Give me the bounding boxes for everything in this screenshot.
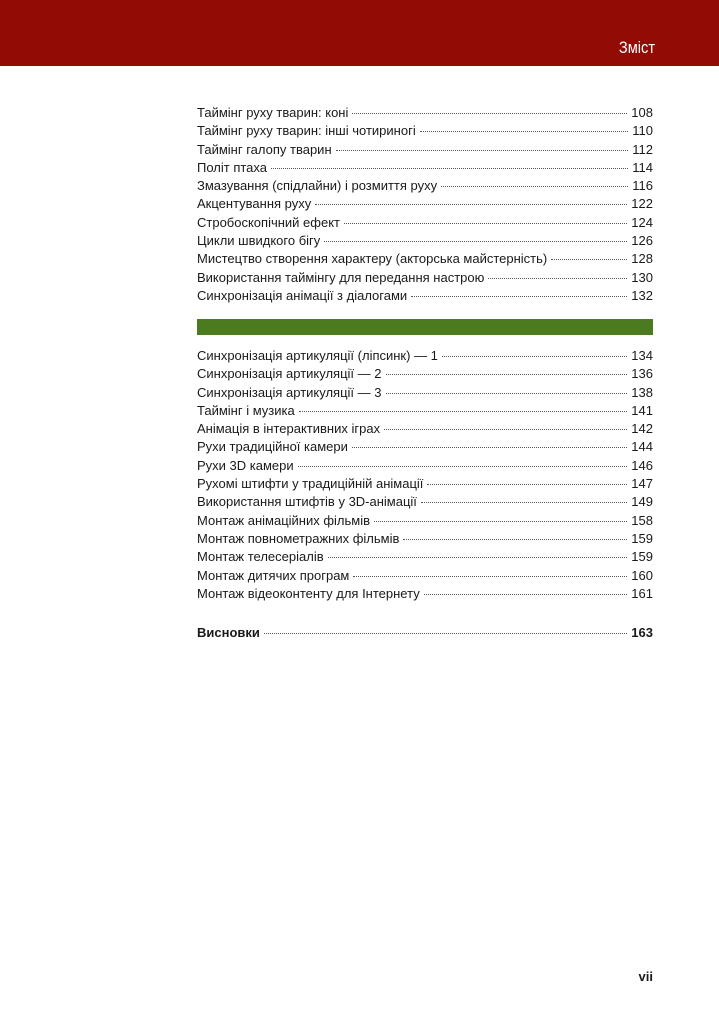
toc-entry[interactable] bbox=[197, 250, 653, 268]
toc-entry-title: Синхронізація артикуляції (ліпсинк) — 1 bbox=[197, 348, 438, 363]
toc-entry[interactable] bbox=[197, 475, 653, 493]
dot-leader bbox=[299, 411, 628, 412]
toc-entry-page: 130 bbox=[631, 269, 653, 285]
dot-leader bbox=[384, 429, 627, 430]
toc-entry-title: Висновки bbox=[197, 625, 260, 640]
toc-entry[interactable] bbox=[197, 402, 653, 420]
section-divider-bar bbox=[197, 319, 653, 335]
toc-entry-title: Синхронізація артикуляції — 2 bbox=[197, 366, 382, 382]
toc-entry-title: Таймінг галопу тварин bbox=[197, 141, 332, 157]
toc-section-a bbox=[197, 104, 653, 305]
dot-leader bbox=[353, 576, 627, 577]
toc-entry-page: 116 bbox=[632, 178, 653, 194]
toc-entry-page: 126 bbox=[631, 233, 653, 249]
toc-entry-page: 147 bbox=[631, 476, 653, 492]
toc-entry-title: Політ птаха bbox=[197, 159, 267, 175]
toc-entry-title: Використання штифтів у 3D-анімації bbox=[197, 494, 417, 510]
toc-entry-page: 112 bbox=[632, 141, 653, 157]
toc-entry-title: Таймінг і музика bbox=[197, 402, 295, 418]
toc-entry[interactable] bbox=[197, 159, 653, 177]
toc-entry-page: 134 bbox=[631, 348, 653, 363]
dot-leader bbox=[374, 521, 627, 522]
toc-entry-page: 141 bbox=[631, 402, 653, 418]
toc-entry-title: Акцентування руху bbox=[197, 196, 312, 212]
toc-section-b bbox=[197, 347, 653, 603]
header-band bbox=[0, 0, 719, 66]
toc-entry-page: 163 bbox=[631, 625, 653, 640]
toc-entry-title: Монтаж анімаційних фільмів bbox=[197, 512, 371, 528]
toc-entry-title: Монтаж телесеріалів bbox=[197, 549, 324, 565]
dot-leader bbox=[488, 278, 627, 279]
toc-entry-page: 108 bbox=[631, 105, 653, 120]
toc-entry-page: 110 bbox=[632, 123, 653, 139]
toc-entry-title: Рухи 3D камери bbox=[197, 457, 294, 473]
toc-entry-page: 160 bbox=[631, 567, 653, 583]
toc-entry-title: Синхронізація анімації з діалогами bbox=[197, 287, 408, 303]
toc-entry[interactable] bbox=[197, 347, 653, 365]
toc-entry-page: 132 bbox=[631, 287, 653, 303]
toc-entry-page: 144 bbox=[631, 439, 653, 455]
toc-entry[interactable] bbox=[197, 493, 653, 511]
dot-leader bbox=[441, 186, 628, 187]
toc-entry-title: Монтаж дитячих програм bbox=[197, 567, 350, 583]
dot-leader bbox=[411, 296, 627, 297]
toc-entry-page: 114 bbox=[632, 159, 653, 175]
toc-entry[interactable] bbox=[197, 195, 653, 213]
toc-entry-page: 136 bbox=[631, 366, 653, 382]
toc-entry-title: Анімація в інтерактивних іграх bbox=[197, 421, 381, 437]
toc-section-c bbox=[197, 624, 653, 642]
dot-leader bbox=[403, 539, 627, 540]
dot-leader bbox=[298, 466, 628, 467]
toc-entry[interactable] bbox=[197, 365, 653, 383]
dot-leader bbox=[551, 259, 627, 260]
toc-entry[interactable] bbox=[197, 141, 653, 159]
toc-entry[interactable] bbox=[197, 104, 653, 122]
dot-leader bbox=[386, 374, 628, 375]
dot-leader bbox=[324, 241, 627, 242]
toc-entry-title: Цикли швидкого бігу bbox=[197, 233, 321, 249]
toc-entry[interactable] bbox=[197, 457, 653, 475]
toc-entry-page: 159 bbox=[631, 530, 653, 546]
toc-entry[interactable] bbox=[197, 177, 653, 195]
dot-leader bbox=[386, 393, 628, 394]
toc-entry[interactable] bbox=[197, 624, 653, 642]
dot-leader bbox=[442, 356, 627, 357]
dot-leader bbox=[420, 131, 629, 132]
toc-entry-title: Монтаж повнометражних фільмів bbox=[197, 530, 400, 546]
dot-leader bbox=[352, 113, 627, 114]
toc-entry[interactable] bbox=[197, 214, 653, 232]
toc-entry[interactable] bbox=[197, 438, 653, 456]
dot-leader bbox=[427, 484, 627, 485]
dot-leader bbox=[328, 557, 628, 558]
toc-entry-page: 122 bbox=[631, 196, 653, 212]
toc-entry-title: Монтаж відеоконтенту для Інтернету bbox=[197, 585, 420, 601]
toc-entry-title: Таймінг руху тварин: інші чотириногі bbox=[197, 123, 416, 139]
toc-entry[interactable] bbox=[197, 232, 653, 250]
toc-entry-title: Стробоскопічний ефект bbox=[197, 214, 340, 230]
dot-leader bbox=[315, 204, 627, 205]
dot-leader bbox=[336, 150, 629, 151]
toc-entry[interactable] bbox=[197, 384, 653, 402]
dot-leader bbox=[271, 168, 628, 169]
toc-entry-page: 149 bbox=[631, 494, 653, 510]
toc-entry[interactable] bbox=[197, 269, 653, 287]
dot-leader bbox=[264, 633, 627, 634]
toc-entry[interactable] bbox=[197, 122, 653, 140]
toc-entry-title: Мистецтво створення характеру (акторська майстерність) bbox=[197, 251, 548, 267]
toc-entry[interactable] bbox=[197, 512, 653, 530]
toc-entry[interactable] bbox=[197, 530, 653, 548]
toc-entry-page: 142 bbox=[631, 421, 653, 437]
toc-entry-title: Використання таймінгу для передання настрою bbox=[197, 269, 485, 285]
dot-leader bbox=[352, 447, 627, 448]
toc-entry[interactable] bbox=[197, 420, 653, 438]
toc-entry-page: 146 bbox=[631, 457, 653, 473]
toc-entry-page: 138 bbox=[631, 384, 653, 400]
toc-entry-page: 158 bbox=[631, 512, 653, 528]
toc-entry[interactable] bbox=[197, 548, 653, 566]
toc-entry[interactable] bbox=[197, 287, 653, 305]
toc-entry[interactable] bbox=[197, 585, 653, 603]
toc-entry-page: 159 bbox=[631, 549, 653, 565]
page-number: vii bbox=[638, 969, 653, 984]
toc-entry-page: 128 bbox=[631, 251, 653, 267]
toc-entry-page: 124 bbox=[631, 214, 653, 230]
dot-leader bbox=[344, 223, 627, 224]
header-title: Зміст bbox=[618, 38, 655, 57]
toc-entry[interactable] bbox=[197, 567, 653, 585]
toc-entry-page: 161 bbox=[631, 585, 653, 601]
toc-entry-title: Змазування (спідлайни) і розмиття руху bbox=[197, 178, 438, 194]
dot-leader bbox=[424, 594, 628, 595]
toc-entry-title: Рухи традиційної камери bbox=[197, 439, 348, 455]
toc-entry-title: Таймінг руху тварин: коні bbox=[197, 105, 349, 120]
dot-leader bbox=[421, 502, 627, 503]
toc-entry-title: Синхронізація артикуляції — 3 bbox=[197, 384, 382, 400]
toc-entry-title: Рухомі штифти у традиційній анімації bbox=[197, 476, 424, 492]
